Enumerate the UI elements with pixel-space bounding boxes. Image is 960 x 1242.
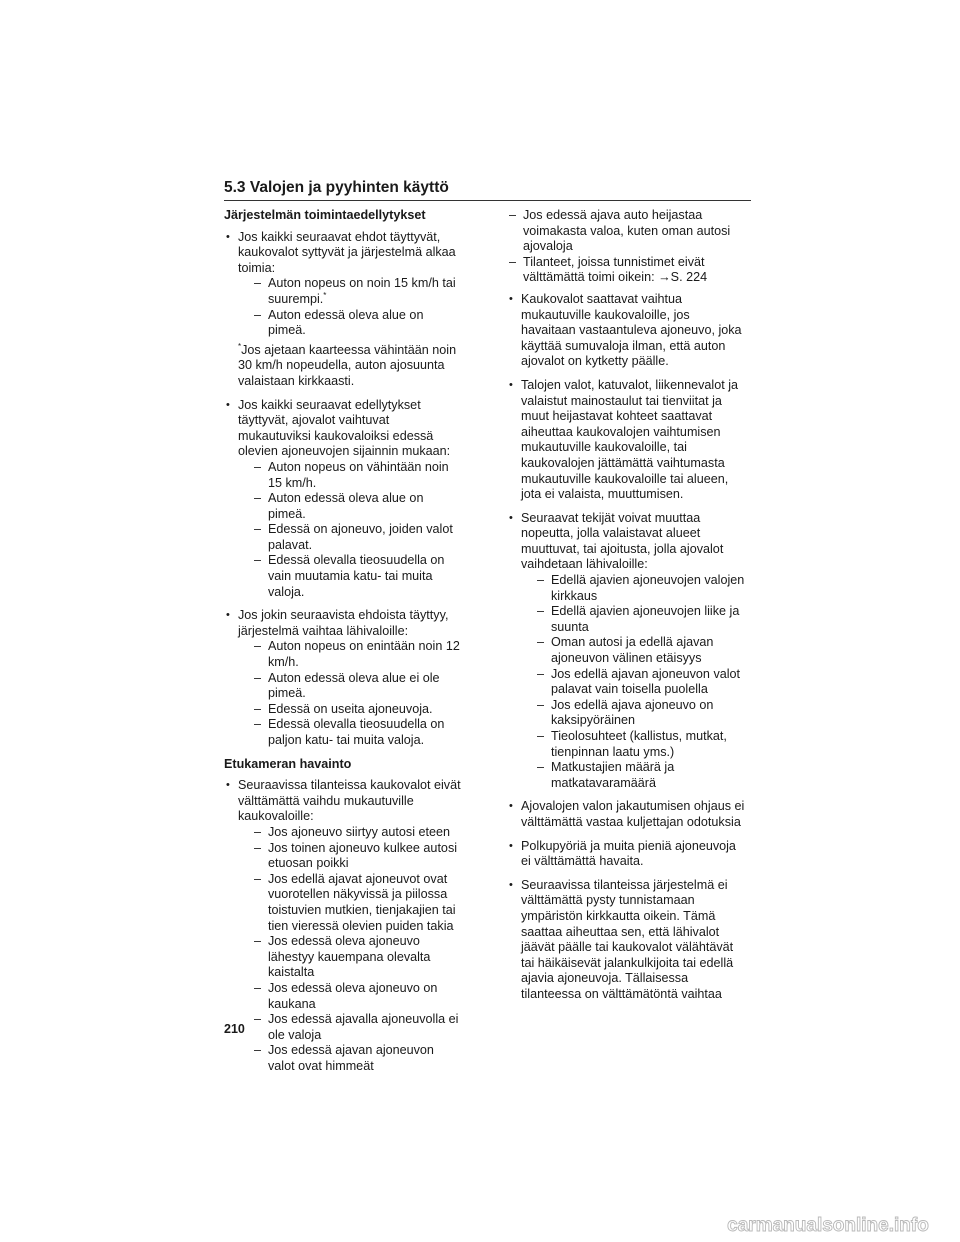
- dash-text: Jos edellä ajavat ajoneuvot ovat vuorotellen näkyvissä ja piilossa toistuvien mutkien, tienjakajien tai tien vieressä olevien puiden takia: [268, 871, 456, 933]
- list-item: [238, 522, 464, 553]
- dash-text: Edessä olevalla tieosuudella on paljon katu- tai muita valoja.: [268, 717, 445, 747]
- list-item: [521, 698, 747, 729]
- watermark-text: carmanualsonline.info: [727, 1215, 929, 1236]
- list-item: [521, 604, 747, 635]
- dash-text: Jos edessä oleva ajoneuvo on kaukana: [268, 980, 438, 1011]
- bullet-text: Polkupyöriä ja muita pieniä ajoneuvoja ei välttämättä havaita.: [521, 838, 736, 869]
- dash-text: Tieolosuhteet (kallistus, mutkat, tienpinnan laatu yms.): [551, 729, 727, 759]
- list-item: [238, 841, 464, 872]
- list-item: [238, 460, 464, 491]
- list-item: [521, 760, 747, 791]
- list-item: [224, 778, 464, 1074]
- bullet-list: [224, 778, 464, 1074]
- list-item: [521, 635, 747, 666]
- dash-text: Jos ajoneuvo siirtyy autosi eteen: [268, 824, 451, 839]
- list-item: [238, 872, 464, 934]
- dash-text: Auton nopeus on noin 15 km/h tai suurempi.: [268, 276, 456, 306]
- dash-text: Jos edessä ajava auto heijastaa voimakasta valoa, kuten oman autosi ajovaloja: [523, 208, 731, 254]
- list-item: [224, 398, 464, 601]
- dash-text: Oman autosi ja edellä ajavan ajoneuvon välinen etäisyys: [551, 635, 714, 666]
- dash-text: Jos edellä ajava ajoneuvo on kaksipyöräinen: [551, 697, 714, 728]
- list-item: [521, 667, 747, 698]
- footnote-mark: *: [323, 290, 327, 300]
- bullet-text: Seuraavissa tilanteissa järjestelmä ei välttämättä pysty tunnistamaan ympäristön kirkkautta oikein. Tämä saattaa aiheuttaa sen, että lähivalot jäävät päälle tai kaukovalot välähtävät tai häikäisevät jalankulkijoita tai edellä ajavia ajoneuvoja. Tällaisessa tilanteessa on välttämätöntä vaihtaa: [521, 877, 734, 1001]
- dash-text: Jos edellä ajavan ajoneuvon valot palavat vain toisella puolella: [551, 666, 741, 697]
- list-item: [238, 671, 464, 702]
- dash-text: Auton nopeus on vähintään noin 15 km/h.: [268, 459, 449, 490]
- footnote-text: Jos ajetaan kaarteessa vähintään noin 30 km/h nopeudella, auton ajosuunta valaistaan kirkkaasti.: [238, 342, 457, 388]
- heading-front-camera: Etukameran havainto: [224, 756, 352, 771]
- list-item: [507, 799, 747, 830]
- bullet-text: Jos kaikki seuraavat edellytykset täyttyvät, ajovalot vaihtuvat mukautuviksi kaukovaloiksi edessä olevien ajoneuvojen sijainnin mukaan:: [238, 397, 451, 459]
- dash-text: Jos edessä ajavan ajoneuvon valot ovat himmeät: [268, 1043, 434, 1073]
- list-item: [507, 378, 747, 503]
- dash-text: Jos edessä oleva ajoneuvo lähestyy kauempana olevalta kaistalta: [268, 934, 431, 980]
- dash-list: [238, 825, 464, 1075]
- dash-text: Auton edessä oleva alue on pimeä.: [268, 491, 424, 521]
- list-item: [507, 208, 747, 255]
- dash-list: [238, 460, 464, 600]
- list-item: [238, 1043, 464, 1074]
- dash-text: Edellä ajavien ajoneuvojen liike ja suunta: [551, 604, 740, 634]
- dash-text: Matkustajien määrä ja matkatavaramäärä: [551, 760, 675, 790]
- dash-list-continued: [507, 208, 747, 286]
- list-item: [224, 608, 464, 748]
- dash-text: Jos toinen ajoneuvo kulkee autosi etuosan poikki: [268, 840, 458, 871]
- bullet-text: Talojen valot, katuvalot, liikennevalot ja valaistut mainostaulut tai tienviitat ja muut heijastavat kohteet saattavat aiheuttaa kaukovalojen vaihtumisen mukautuville kaukovaloille, tai kaukovalojen jättämättä vaihtumasta mukautuville kaukovaloille tai alueen, jota ei valaista, muuttumisen.: [521, 377, 739, 502]
- bullet-list: [224, 230, 464, 749]
- list-item: [238, 308, 464, 339]
- list-item: [238, 639, 464, 670]
- list-item: [238, 491, 464, 522]
- list-item: [238, 702, 464, 718]
- bullet-text: Seuraavissa tilanteissa kaukovalot eivät välttämättä vaihdu mukautuville kaukovaloille:: [238, 778, 461, 824]
- footnote-mark: *: [238, 341, 242, 351]
- list-item: [238, 276, 464, 307]
- dash-text: Edessä olevalla tieosuudella on vain muutamia katu- tai muita valoja.: [268, 553, 445, 599]
- dash-text: Auton nopeus on enintään noin 12 km/h.: [268, 639, 460, 670]
- right-column: [507, 208, 747, 1011]
- section-header: 5.3 Valojen ja pyyhinten käyttö: [224, 178, 751, 201]
- dash-text: Auton edessä oleva alue on pimeä.: [268, 307, 424, 338]
- list-item: [521, 573, 747, 604]
- list-item: [521, 729, 747, 760]
- list-item: [507, 839, 747, 870]
- list-item: [238, 553, 464, 600]
- list-item: [238, 825, 464, 841]
- watermark-logo: [704, 1212, 952, 1238]
- list-item: [224, 230, 464, 390]
- bullet-text: Kaukovalot saattavat vaihtua mukautuville kaukovaloille, jos havaitaan vastaantuleva ajoneuvo, joka käyttää sumuvaloja ilman, että auton ajovalot on kytketty päälle.: [521, 291, 742, 369]
- dash-text: Tilanteet, joissa tunnistimet eivät välttämättä toimi oikein: →S. 224: [523, 254, 708, 285]
- footnote: [238, 343, 464, 390]
- dash-text: Auton edessä oleva alue ei ole pimeä.: [268, 670, 440, 701]
- list-item: [238, 1012, 464, 1043]
- bullet-text: Ajovalojen valon jakautumisen ohjaus ei välttämättä vastaa kuljettajan odotuksia: [521, 799, 745, 829]
- page-number: 210: [224, 1022, 245, 1036]
- list-item: [238, 934, 464, 981]
- bullet-list: [507, 292, 747, 1003]
- dash-text: Edessä on ajoneuvo, joiden valot palavat.: [268, 522, 453, 552]
- dash-text: Edessä on useita ajoneuvoja.: [268, 701, 433, 716]
- list-item: [507, 255, 747, 286]
- dash-list: [521, 573, 747, 791]
- bullet-text: Jos jokin seuraavista ehdoista täyttyy, järjestelmä vaihtaa lähivaloille:: [238, 608, 449, 638]
- list-item: [507, 511, 747, 792]
- heading-operating-conditions: Järjestelmän toimintaedellytykset: [224, 208, 426, 222]
- list-item: [507, 878, 747, 1003]
- list-item: [507, 292, 747, 370]
- dash-text: Edellä ajavien ajoneuvojen valojen kirkkaus: [551, 573, 745, 603]
- dash-list: [238, 276, 464, 338]
- dash-text: Jos edessä ajavalla ajoneuvolla ei ole valoja: [268, 1012, 459, 1042]
- bullet-text: Jos kaikki seuraavat ehdot täyttyvät, kaukovalot syttyvät ja järjestelmä alkaa toimia:: [238, 229, 456, 275]
- bullet-text: Seuraavat tekijät voivat muuttaa nopeutta, jolla valaistavat alueet muuttuvat, tai ajoitusta, jolla ajovalot vaihdetaan lähivaloille:: [521, 510, 724, 572]
- list-item: [238, 981, 464, 1012]
- list-item: [238, 717, 464, 748]
- left-column: [224, 208, 464, 1082]
- dash-list: [238, 639, 464, 748]
